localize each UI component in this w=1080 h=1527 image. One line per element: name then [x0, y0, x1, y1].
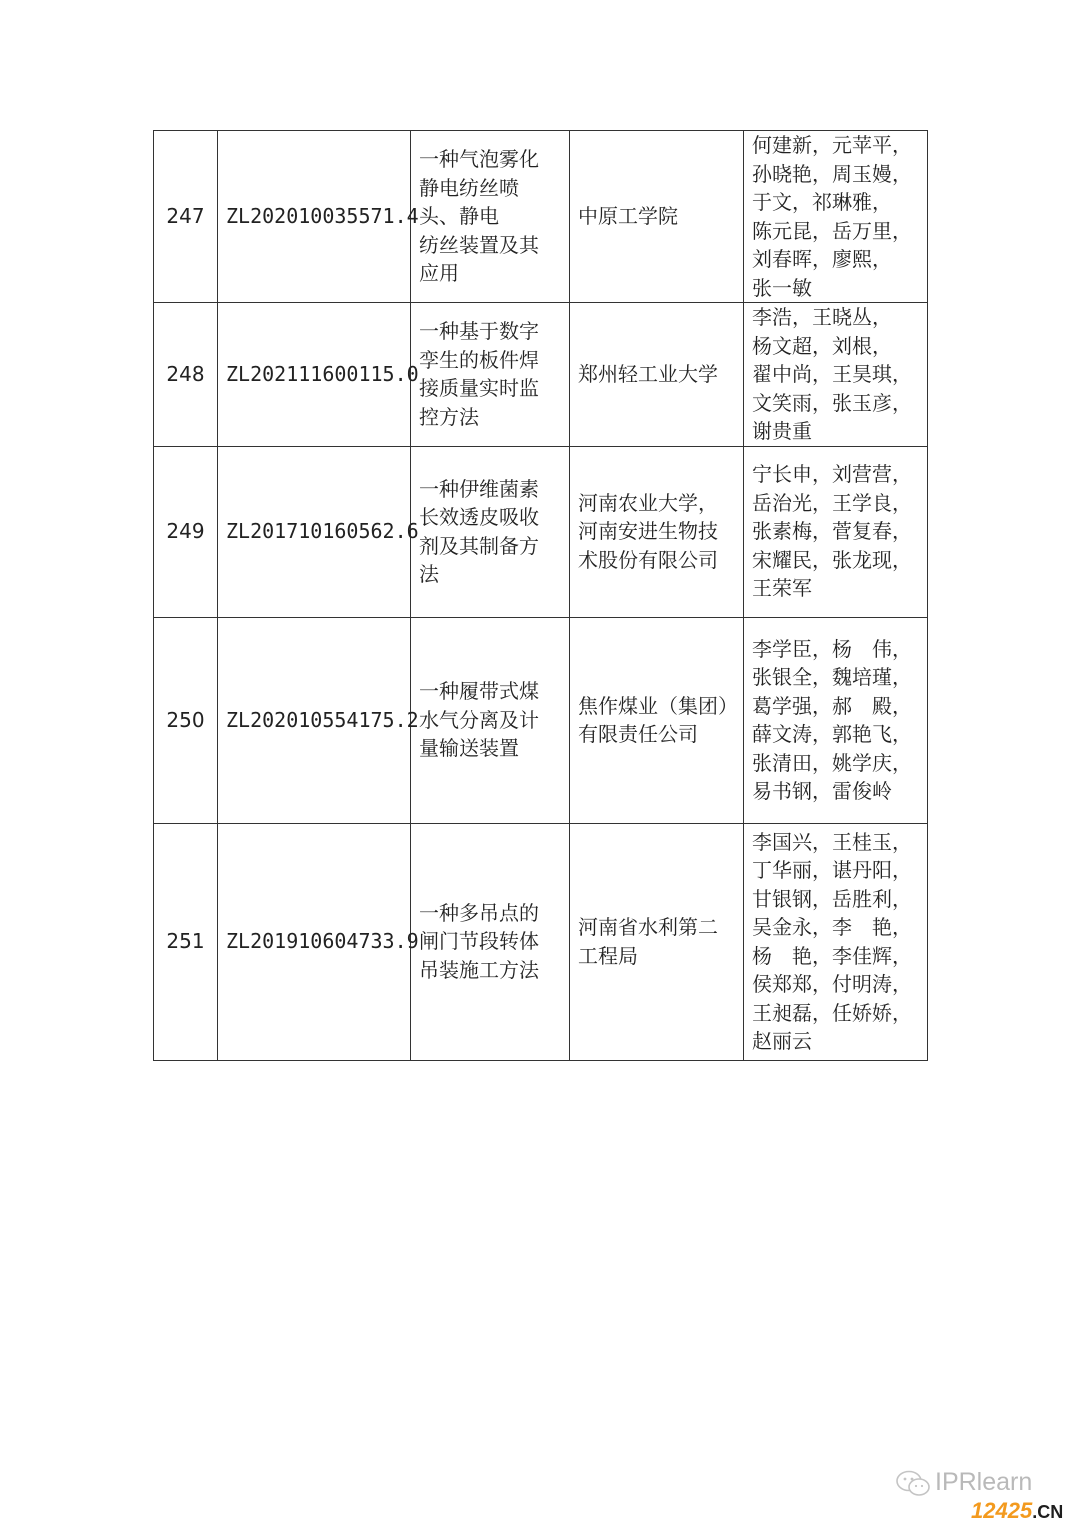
patent-number: ZL201910604733.9	[218, 823, 411, 1060]
table-row	[154, 823, 928, 1060]
patent-title	[411, 303, 570, 447]
inventors-line: 杨文超，刘根，	[752, 333, 892, 358]
patent-title-line: 静电纺丝喷	[419, 175, 519, 200]
watermark-site-domain: .CN	[1032, 1502, 1064, 1522]
patentee-org	[570, 823, 744, 1060]
patentee-org-line: 工程局	[578, 943, 638, 968]
inventors-line: 李浩，王晓丛，	[752, 305, 892, 329]
inventors	[744, 617, 928, 823]
patent-title	[411, 617, 570, 823]
patent-title-line: 一种履带式煤	[419, 679, 539, 704]
inventors	[744, 303, 928, 447]
inventors-line: 葛学强，郝 殿，	[752, 693, 912, 718]
inventors-line: 张银全，魏培瑾，	[752, 665, 912, 689]
patentee-org-line: 河南安进生物技	[578, 519, 718, 544]
patent-title-line: 应用	[419, 261, 459, 286]
patentee-org	[570, 131, 744, 303]
inventors-line: 王昶磊，任娇娇，	[752, 1000, 912, 1025]
patentee-org	[570, 617, 744, 823]
inventors-line: 谢贵重	[752, 419, 812, 443]
inventors-line: 侯郑郑，付明涛，	[752, 972, 912, 996]
patentee-org	[570, 303, 744, 447]
inventors-line: 何建新，元苹平，	[752, 133, 912, 157]
patent-number: ZL202111600115.0	[218, 303, 411, 447]
patent-title-line: 控方法	[419, 404, 479, 429]
patent-title-line: 头、静电	[419, 204, 499, 229]
inventors-line: 王荣军	[752, 576, 812, 601]
patent-table-body	[154, 131, 928, 1061]
patent-title-line: 孪生的板件焊	[419, 347, 539, 372]
patent-title-line: 水气分离及计	[419, 707, 539, 732]
patent-number: ZL202010554175.2	[218, 617, 411, 823]
inventors	[744, 823, 928, 1060]
patent-title-line: 纺丝装置及其	[419, 232, 539, 257]
patent-title	[411, 131, 570, 303]
watermark-site	[971, 1498, 1063, 1524]
inventors-line: 陈元昆，岳万里，	[752, 218, 912, 243]
inventors	[744, 446, 928, 617]
patent-title	[411, 446, 570, 617]
row-number: 250	[154, 617, 218, 823]
inventors-line: 李国兴，王桂玉，	[752, 829, 912, 854]
patent-title	[411, 823, 570, 1060]
row-number: 251	[154, 823, 218, 1060]
patent-title-line: 接质量实时监	[419, 376, 539, 401]
inventors-line: 丁华丽，谌丹阳，	[752, 858, 912, 882]
patent-title-line: 剂及其制备方	[419, 533, 539, 558]
wechat-icon	[895, 1470, 931, 1498]
inventors-line: 易书钢，雷俊岭	[752, 779, 892, 803]
patentee-org	[570, 446, 744, 617]
inventors-line: 杨 艳，李佳辉，	[752, 943, 912, 968]
patentee-org-line: 焦作煤业（集团）	[578, 693, 738, 718]
patent-title-line: 一种多吊点的	[419, 900, 539, 925]
watermark-account: IPRlearn	[935, 1468, 1033, 1496]
patentee-org-line: 术股份有限公司	[578, 547, 718, 572]
inventors-line: 宋耀民，张龙现，	[752, 547, 912, 572]
patent-title-line: 量输送装置	[419, 736, 519, 761]
inventors-line: 孙晓艳，周玉嫚，	[752, 161, 912, 186]
table-row	[154, 617, 928, 823]
patentee-org-line: 有限责任公司	[578, 722, 698, 746]
inventors-line: 文笑雨，张玉彦，	[752, 390, 912, 415]
inventors-line: 李学臣，杨 伟，	[752, 636, 912, 661]
inventors-line: 薛文涛，郭艳飞，	[752, 722, 912, 746]
patent-number: ZL202010035571.4	[218, 131, 411, 303]
inventors	[744, 131, 928, 303]
watermark-site-number: 12425	[971, 1498, 1033, 1523]
row-number: 248	[154, 303, 218, 447]
row-number: 247	[154, 131, 218, 303]
patent-title-line: 一种基于数字	[419, 319, 539, 344]
patent-title-line: 一种气泡雾化	[419, 147, 539, 172]
inventors-line: 于文，祁琳雅，	[752, 190, 892, 214]
patentee-org-line: 河南省水利第二	[578, 915, 718, 939]
inventors-line: 刘春晖，廖熙，	[752, 247, 892, 271]
patentee-org-line: 河南农业大学，	[578, 490, 718, 515]
patent-table	[153, 130, 928, 1061]
inventors-line: 张清田，姚学庆，	[752, 750, 912, 775]
patent-title-line: 吊装施工方法	[419, 957, 539, 982]
inventors-line: 张一敏	[752, 275, 812, 300]
patentee-org-line: 郑州轻工业大学	[578, 362, 718, 386]
patent-title-line: 闸门节段转体	[419, 929, 539, 954]
patent-title-line: 法	[419, 562, 439, 586]
patentee-org-line: 中原工学院	[578, 204, 678, 229]
row-number: 249	[154, 446, 218, 617]
watermark	[895, 1464, 1064, 1524]
inventors-line: 甘银钢，岳胜利，	[752, 886, 912, 911]
table-row	[154, 131, 928, 303]
patent-title-line: 一种伊维菌素	[419, 476, 539, 501]
inventors-line: 张素梅，菅复春，	[752, 519, 912, 544]
inventors-line: 赵丽云	[752, 1029, 812, 1053]
patent-number: ZL201710160562.6	[218, 446, 411, 617]
table-row	[154, 303, 928, 447]
table-row	[154, 446, 928, 617]
inventors-line: 吴金永，李 艳，	[752, 915, 912, 939]
inventors-line: 岳治光，王学良，	[752, 490, 912, 515]
patent-title-line: 长效透皮吸收	[419, 505, 539, 529]
inventors-line: 翟中尚，王昊琪，	[752, 362, 912, 386]
inventors-line: 宁长申，刘营营，	[752, 462, 912, 487]
